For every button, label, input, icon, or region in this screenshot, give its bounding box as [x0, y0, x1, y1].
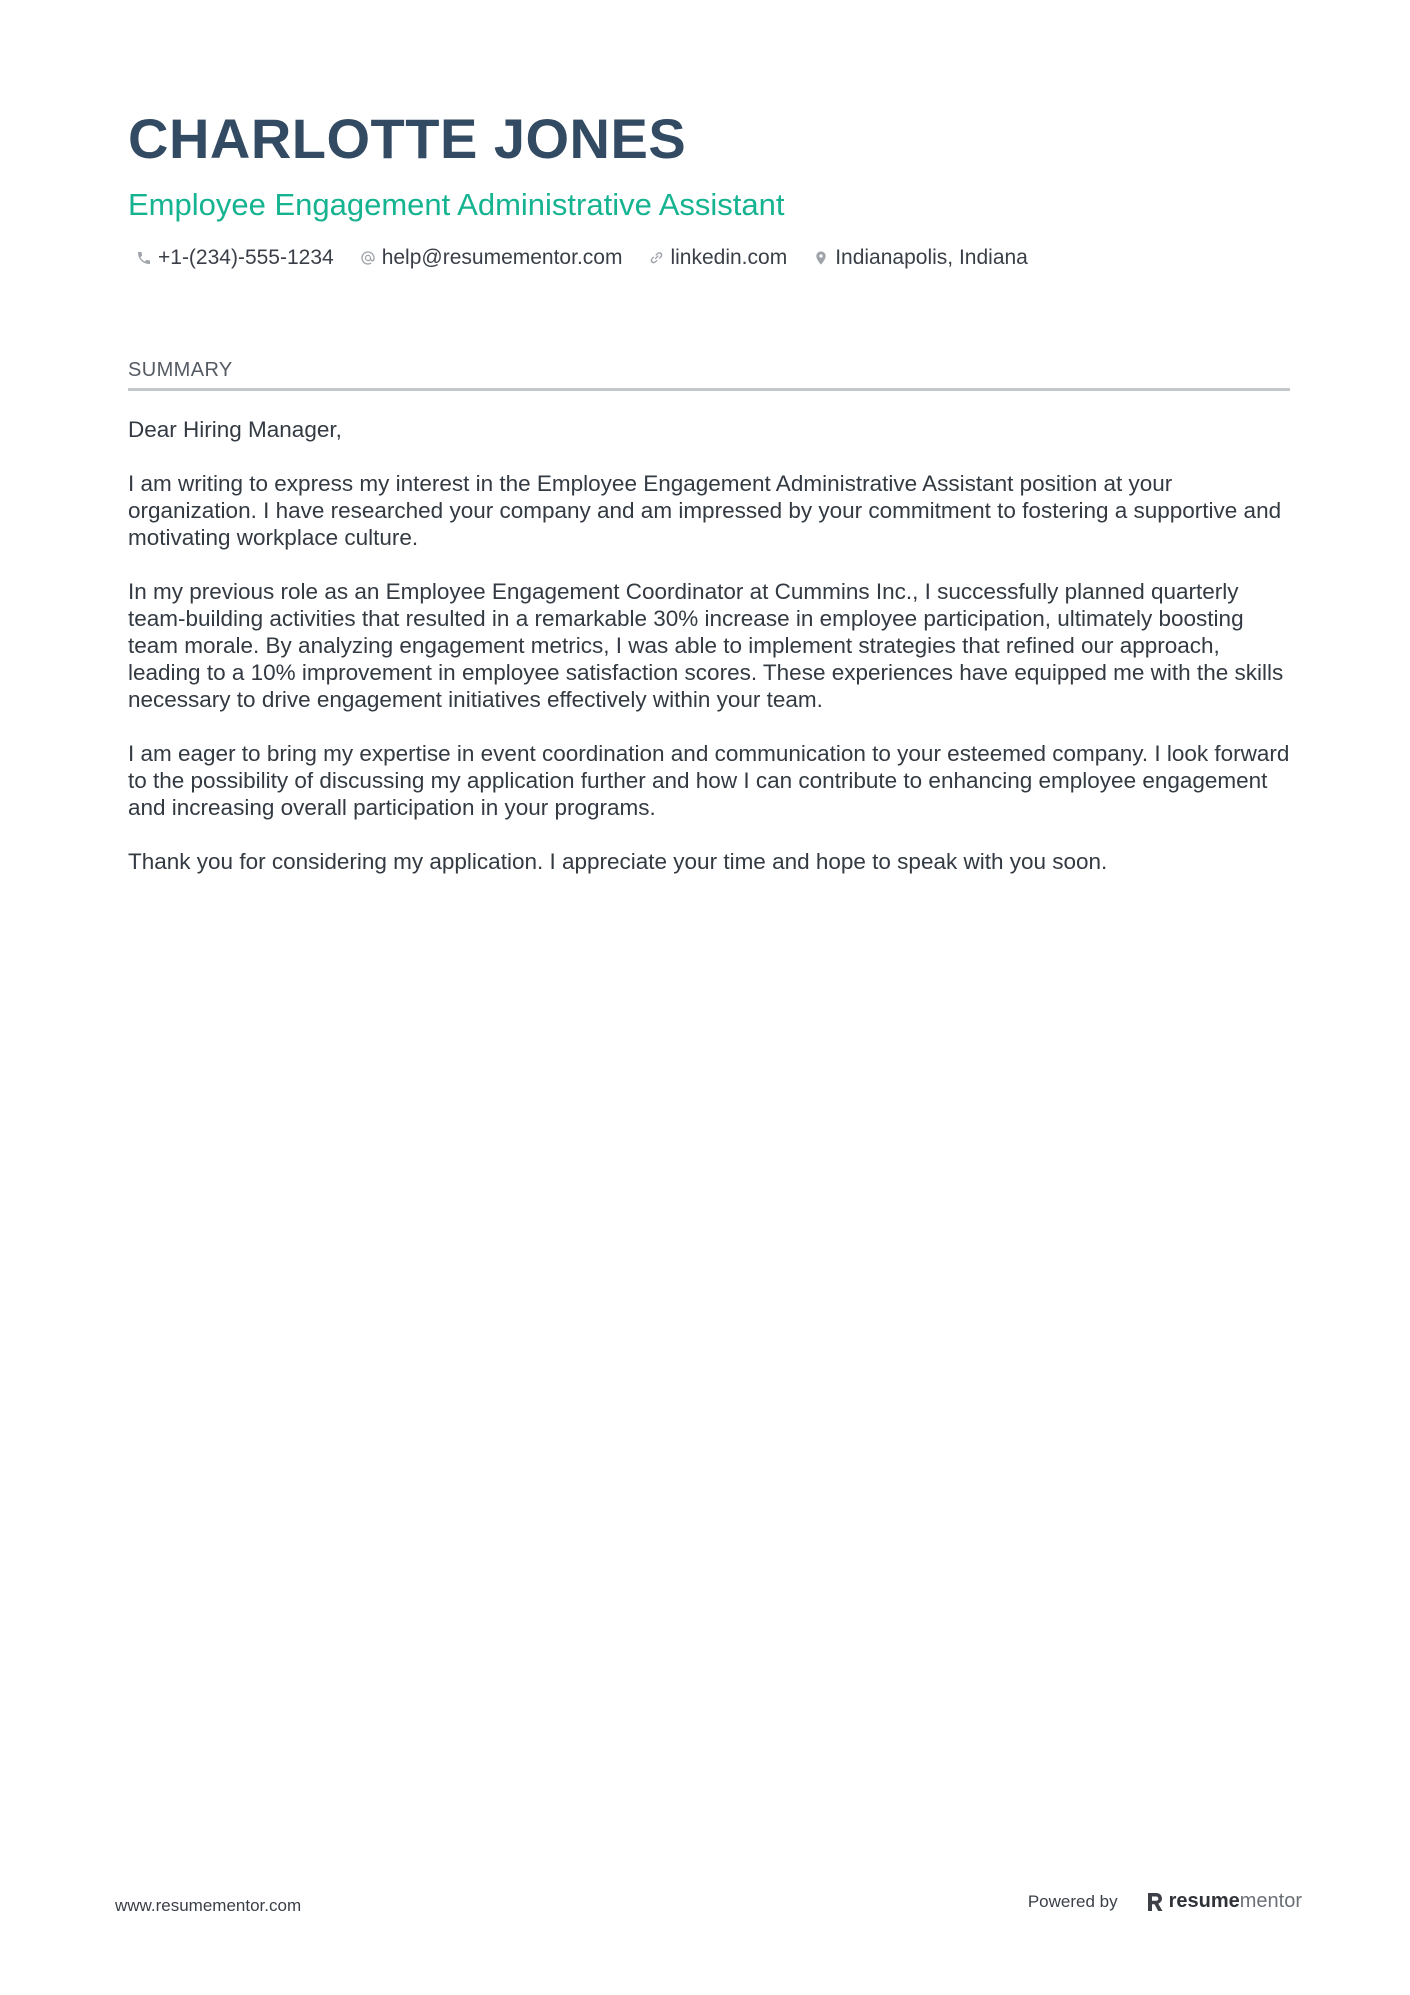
job-title: Employee Engagement Administrative Assistant: [128, 187, 785, 222]
brand-wordmark-light: mentor: [1239, 1890, 1302, 1912]
letter-paragraph-intro: I am writing to express my interest in the Employee Engagement Administrative Assistant position at your organization. I have researched your company and am impressed by your commitment to fostering a supportive and motivating workplace culture.: [128, 471, 1282, 550]
map-pin-icon: [813, 250, 829, 266]
brand-wordmark-bold: resume: [1168, 1890, 1240, 1912]
summary-section-header: [128, 360, 1290, 391]
email-text[interactable]: help@resumementor.com: [381, 246, 623, 269]
contact-email[interactable]: [360, 246, 623, 270]
brand-wordmark: [1169, 1890, 1302, 1913]
resumementor-logo-icon: [1146, 1891, 1164, 1913]
section-divider: [128, 388, 1290, 391]
letter-paragraph-experience: In my previous role as an Employee Engagement Coordinator at Cummins Inc., I successfully planned quarterly team-building activities that resulted in a remarkable 30% increase in employee participation, ultimately boosting team morale. By analyzing engagement metrics, I was able to implement strategies that refined our approach, leading to a 10% improvement in employee satisfaction scores. These experiences have equipped me with the skills necessary to drive engagement initiatives effectively within your team.: [128, 579, 1284, 712]
summary-heading: SUMMARY: [128, 359, 233, 381]
linkedin-text[interactable]: linkedin.com: [670, 246, 788, 269]
letter-body: [128, 416, 1290, 902]
candidate-name: CHARLOTTE JONES: [128, 107, 687, 170]
phone-text: +1-(234)-555-1234: [158, 246, 334, 269]
letter-paragraph-interest: I am eager to bring my expertise in event coordination and communication to your esteemed company. I look forward to the possibility of discussing my application further and how I can contribute to enhancing employee engagement and increasing overall participation in your programs.: [128, 741, 1290, 820]
brand-logo[interactable]: [1146, 1890, 1302, 1913]
at-icon: [360, 250, 376, 266]
link-icon: [648, 250, 664, 266]
location-text: Indianapolis, Indiana: [835, 246, 1028, 269]
contact-phone: [136, 246, 334, 270]
letter-paragraph-closing: Thank you for considering my application. I appreciate your time and hope to speak with you soon.: [128, 849, 1108, 874]
contact-location: [813, 246, 1028, 270]
footer-branding: [1028, 1890, 1302, 1913]
contact-linkedin[interactable]: [648, 246, 787, 270]
phone-icon: [136, 250, 152, 266]
contact-bar: [136, 246, 1028, 270]
letter-salutation: Dear Hiring Manager,: [128, 417, 342, 442]
powered-by-label: Powered by: [1027, 1891, 1118, 1911]
footer-website[interactable]: www.resumementor.com: [115, 1896, 302, 1915]
